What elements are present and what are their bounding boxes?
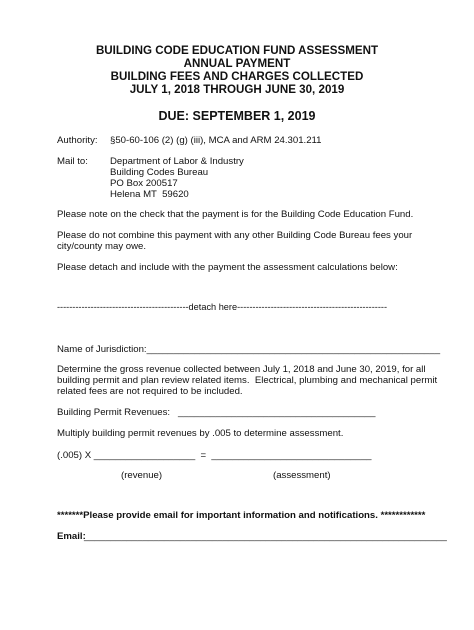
email-label: Email: [57,531,86,542]
instructions-line-1: Determine the gross revenue collected between July 1, 2018 and June 30, 2019, for all [57,364,426,375]
authority-value: §50-60-106 (2) (g) (iii), MCA and ARM 24.301.211 [110,135,322,146]
note-do-not-combine: Please do not combine this payment with any other Building Code Bureau fees your [57,230,413,241]
note-do-not-combine-cont: city/county may owe. [57,241,147,252]
header-title-line-2: ANNUAL PAYMENT [183,57,291,70]
mail-address-line: Building Codes Bureau [110,167,209,178]
mail-address-line: PO Box 200517 [110,178,178,189]
due-date: DUE: SEPTEMBER 1, 2019 [158,109,316,123]
authority-label: Authority: [57,135,98,146]
note-detach-include: Please detach and include with the payment the assessment calculations below: [57,262,398,273]
instructions-line-3: related fees are not required to be included. [57,386,243,397]
jurisdiction-field[interactable]: Name of Jurisdiction:_______________________________________________________ [57,344,441,355]
mail-address-line: Helena MT 59620 [110,189,189,200]
detach-line: -------------------------------------------detach here------------------------------------------------- [57,302,388,312]
assessment-calculation-fields[interactable]: (.005) X ___________________ = ______________________________ [57,450,372,461]
header-title-line-4: JULY 1, 2018 THROUGH JUNE 30, 2019 [129,83,345,96]
header-title-line-1: BUILDING CODE EDUCATION FUND ASSESSMENT [95,44,379,57]
multiply-instruction: Multiply building permit revenues by .005 to determine assessment. [57,428,344,439]
email-field[interactable]: ____________________________________________________________________ [84,531,447,542]
mail-to-label: Mail to: [57,156,88,167]
header-title-line-3: BUILDING FEES AND CHARGES COLLECTED [110,70,364,83]
mail-address-line: Department of Labor & Industry [110,156,244,167]
permit-revenues-field[interactable]: Building Permit Revenues: _____________________________________ [57,407,376,418]
revenue-label: (revenue) [121,470,163,481]
instructions-line-2: building permit and plan review related items. Electrical, plumbing and mechanical permit [57,375,438,386]
note-check-payment: Please note on the check that the payment is for the Building Code Education Fund. [57,209,414,220]
email-notice: *******Please provide email for important information and notifications. ************ [57,510,426,521]
assessment-label: (assessment) [273,470,331,481]
